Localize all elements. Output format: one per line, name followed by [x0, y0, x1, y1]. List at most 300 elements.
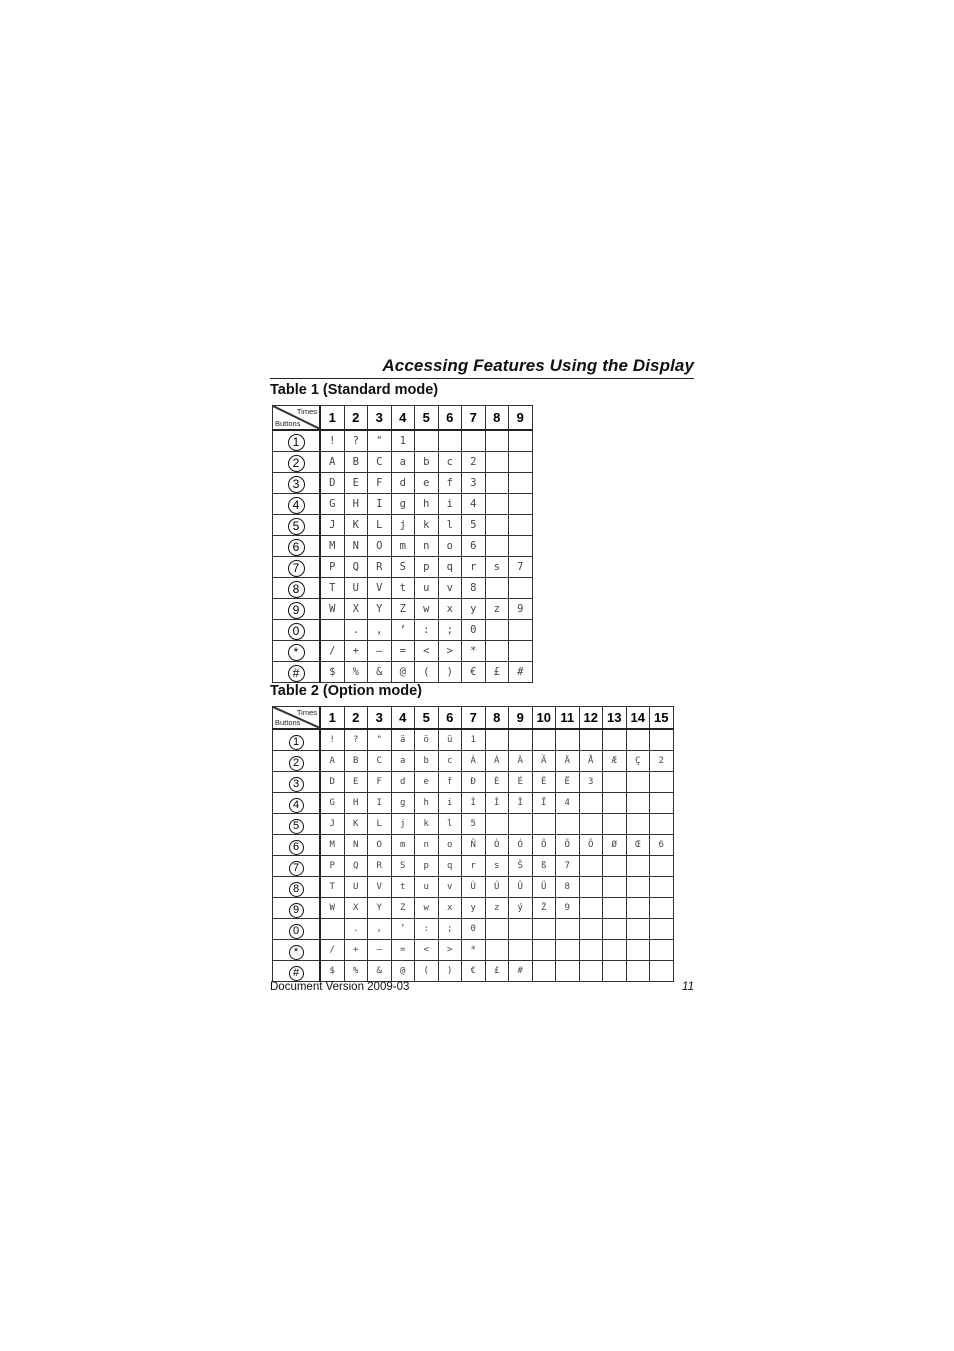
character-cell: L — [368, 514, 392, 535]
character-cell: Æ — [603, 750, 627, 771]
keypad-button-icon: 8 — [288, 581, 305, 598]
character-cell: P — [320, 855, 344, 876]
table-row — [273, 834, 674, 855]
character-cell: Q — [344, 855, 368, 876]
column-header: 15 — [650, 707, 674, 729]
character-cell: 3 — [579, 771, 603, 792]
table-row — [273, 640, 533, 661]
character-cell: P — [320, 556, 344, 577]
character-cell: a — [391, 451, 415, 472]
table-row — [273, 598, 533, 619]
character-cell: G — [320, 792, 344, 813]
character-cell: Ä — [556, 750, 580, 771]
character-cell: f — [438, 472, 462, 493]
character-cell: d — [391, 472, 415, 493]
character-cell: # — [509, 960, 533, 981]
character-cell — [320, 619, 344, 640]
column-header: 7 — [462, 406, 486, 430]
character-cell: / — [320, 939, 344, 960]
character-cell — [485, 535, 509, 556]
character-cell: $ — [320, 661, 344, 682]
character-cell: O — [368, 834, 392, 855]
character-cell: Å — [579, 750, 603, 771]
character-cell: È — [485, 771, 509, 792]
character-cell: Ü — [532, 876, 556, 897]
character-cell — [579, 792, 603, 813]
table-row — [273, 472, 533, 493]
character-cell: u — [415, 577, 439, 598]
character-cell — [603, 855, 627, 876]
character-cell: 0 — [462, 918, 486, 939]
character-cell — [579, 813, 603, 834]
character-cell: i — [438, 792, 462, 813]
character-cell: 6 — [650, 834, 674, 855]
character-cell: ’ — [391, 918, 415, 939]
character-cell: C — [368, 750, 392, 771]
character-cell: F — [368, 472, 392, 493]
header-row — [273, 707, 674, 729]
character-cell: S — [391, 556, 415, 577]
character-cell — [603, 876, 627, 897]
character-cell: N — [344, 535, 368, 556]
character-cell: n — [415, 535, 439, 556]
character-cell — [603, 918, 627, 939]
character-cell: 9 — [509, 598, 533, 619]
character-cell: Q — [344, 556, 368, 577]
character-cell: ) — [438, 960, 462, 981]
character-cell: Ñ — [462, 834, 486, 855]
character-cell — [650, 876, 674, 897]
character-cell: V — [368, 577, 392, 598]
character-cell: r — [462, 855, 486, 876]
character-cell: 6 — [462, 535, 486, 556]
character-cell: b — [415, 451, 439, 472]
page-number: 11 — [682, 981, 694, 993]
character-cell: 2 — [650, 750, 674, 771]
character-cell: À — [462, 750, 486, 771]
keypad-button-icon: # — [288, 665, 305, 682]
character-cell: ß — [532, 855, 556, 876]
keypad-button-icon: 5 — [288, 518, 305, 535]
button-cell — [273, 661, 321, 682]
character-cell: < — [415, 939, 439, 960]
character-cell: Õ — [556, 834, 580, 855]
column-header: 2 — [344, 707, 368, 729]
button-cell — [273, 771, 321, 792]
column-header: 8 — [485, 406, 509, 430]
character-cell: 1 — [391, 430, 415, 452]
character-cell: x — [438, 897, 462, 918]
character-cell — [603, 960, 627, 981]
character-cell: I — [368, 493, 392, 514]
character-cell — [532, 939, 556, 960]
character-cell: Ù — [462, 876, 486, 897]
character-cell: Í — [485, 792, 509, 813]
button-cell — [273, 813, 321, 834]
character-cell: b — [415, 750, 439, 771]
character-cell — [603, 729, 627, 751]
character-cell: L — [368, 813, 392, 834]
character-cell — [320, 918, 344, 939]
character-cell: 5 — [462, 813, 486, 834]
character-cell: 8 — [462, 577, 486, 598]
character-cell — [579, 960, 603, 981]
character-cell: y — [462, 598, 486, 619]
character-cell: / — [320, 640, 344, 661]
character-cell: o — [438, 834, 462, 855]
character-cell — [509, 918, 533, 939]
character-cell — [650, 813, 674, 834]
character-cell: k — [415, 514, 439, 535]
character-cell: l — [438, 813, 462, 834]
column-header: 7 — [462, 707, 486, 729]
column-header: 13 — [603, 707, 627, 729]
keypad-button-icon: 1 — [289, 735, 304, 750]
keypad-button-icon: 0 — [288, 623, 305, 640]
keypad-button-icon: 0 — [289, 924, 304, 939]
character-cell: c — [438, 451, 462, 472]
keypad-button-icon: 3 — [289, 777, 304, 792]
character-cell: ü — [438, 729, 462, 751]
character-cell: q — [438, 556, 462, 577]
button-cell — [273, 729, 321, 751]
table-row — [273, 493, 533, 514]
character-cell: Ž — [532, 897, 556, 918]
character-cell: K — [344, 813, 368, 834]
character-cell: c — [438, 750, 462, 771]
table-row — [273, 729, 674, 751]
character-cell: W — [320, 598, 344, 619]
character-cell: $ — [320, 960, 344, 981]
table-row — [273, 897, 674, 918]
character-cell: g — [391, 792, 415, 813]
character-cell — [485, 493, 509, 514]
character-cell: E — [344, 771, 368, 792]
column-header: 4 — [391, 707, 415, 729]
character-cell: a — [391, 750, 415, 771]
character-cell: A — [320, 451, 344, 472]
character-cell: n — [415, 834, 439, 855]
character-cell — [485, 640, 509, 661]
character-cell: o — [438, 535, 462, 556]
character-cell: . — [344, 918, 368, 939]
button-cell — [273, 855, 321, 876]
column-header: 10 — [532, 707, 556, 729]
character-cell: N — [344, 834, 368, 855]
character-cell: H — [344, 792, 368, 813]
character-cell — [579, 876, 603, 897]
character-cell: D — [320, 472, 344, 493]
character-cell — [626, 855, 650, 876]
character-cell: É — [509, 771, 533, 792]
button-cell — [273, 640, 321, 661]
character-cell: Á — [485, 750, 509, 771]
table-row — [273, 619, 533, 640]
character-cell: Y — [368, 897, 392, 918]
character-cell: Ê — [532, 771, 556, 792]
character-cell: ! — [320, 430, 344, 452]
button-cell — [273, 430, 321, 452]
button-cell — [273, 939, 321, 960]
character-cell: U — [344, 876, 368, 897]
character-cell: F — [368, 771, 392, 792]
character-cell: w — [415, 897, 439, 918]
character-cell: I — [368, 792, 392, 813]
character-cell — [509, 493, 533, 514]
character-cell: T — [320, 577, 344, 598]
character-cell: i — [438, 493, 462, 514]
character-cell: 9 — [556, 897, 580, 918]
button-cell — [273, 750, 321, 771]
character-cell: l — [438, 514, 462, 535]
character-cell: 7 — [556, 855, 580, 876]
character-cell: u — [415, 876, 439, 897]
character-cell: ’ — [391, 619, 415, 640]
character-cell — [626, 813, 650, 834]
character-cell — [485, 451, 509, 472]
character-cell — [532, 918, 556, 939]
character-cell: Š — [509, 855, 533, 876]
corner-label-buttons: Buttons — [275, 717, 301, 727]
character-cell: Y — [368, 598, 392, 619]
character-cell: ý — [509, 897, 533, 918]
character-cell: Û — [509, 876, 533, 897]
character-cell — [415, 430, 439, 452]
character-cell: > — [438, 640, 462, 661]
column-header: 11 — [556, 707, 580, 729]
character-cell — [650, 918, 674, 939]
character-cell — [626, 771, 650, 792]
character-cell: = — [391, 640, 415, 661]
character-cell: , — [368, 918, 392, 939]
character-cell: T — [320, 876, 344, 897]
corner-label-times: Times — [296, 708, 317, 717]
character-cell: E — [344, 472, 368, 493]
character-cell: 4 — [556, 792, 580, 813]
column-header: 12 — [579, 707, 603, 729]
character-cell: ! — [320, 729, 344, 751]
character-cell: 5 — [462, 514, 486, 535]
character-cell — [509, 451, 533, 472]
keypad-button-icon: 5 — [289, 819, 304, 834]
character-cell — [485, 813, 509, 834]
character-cell — [626, 729, 650, 751]
character-cell: m — [391, 535, 415, 556]
header-row — [273, 406, 533, 430]
character-cell — [509, 939, 533, 960]
character-cell — [650, 897, 674, 918]
column-header: 1 — [320, 406, 344, 430]
table-row — [273, 960, 674, 981]
character-cell — [509, 640, 533, 661]
table-row — [273, 661, 533, 682]
character-cell: — — [368, 640, 392, 661]
character-cell — [626, 960, 650, 981]
character-cell — [485, 918, 509, 939]
character-cell: Ã — [532, 750, 556, 771]
keypad-button-icon: 6 — [289, 840, 304, 855]
character-cell: t — [391, 577, 415, 598]
character-cell: e — [415, 771, 439, 792]
character-cell — [603, 939, 627, 960]
character-cell: A — [320, 750, 344, 771]
keypad-button-icon: 4 — [288, 497, 305, 514]
button-cell — [273, 792, 321, 813]
character-cell: 2 — [462, 451, 486, 472]
character-cell: B — [344, 750, 368, 771]
table-row — [273, 535, 533, 556]
table-row — [273, 577, 533, 598]
character-cell: % — [344, 960, 368, 981]
character-cell: & — [368, 661, 392, 682]
character-cell: Ó — [509, 834, 533, 855]
character-cell: @ — [391, 661, 415, 682]
character-cell — [579, 918, 603, 939]
button-cell — [273, 960, 321, 981]
character-cell: £ — [485, 960, 509, 981]
keypad-button-icon: 6 — [288, 539, 305, 556]
character-cell: ö — [415, 729, 439, 751]
corner-header — [273, 707, 321, 729]
column-header: 4 — [391, 406, 415, 430]
character-cell: Ø — [603, 834, 627, 855]
character-cell: Ë — [556, 771, 580, 792]
character-cell: " — [368, 729, 392, 751]
column-header: 6 — [438, 406, 462, 430]
column-header: 5 — [415, 406, 439, 430]
character-cell: v — [438, 577, 462, 598]
character-cell: % — [344, 661, 368, 682]
character-cell — [626, 939, 650, 960]
character-cell — [626, 792, 650, 813]
character-cell: s — [485, 855, 509, 876]
table-row — [273, 918, 674, 939]
character-cell — [603, 897, 627, 918]
character-cell: Î — [509, 792, 533, 813]
column-header: 8 — [485, 707, 509, 729]
character-cell — [509, 535, 533, 556]
character-cell: * — [462, 939, 486, 960]
character-cell: y — [462, 897, 486, 918]
character-cell — [509, 472, 533, 493]
keypad-button-icon: 8 — [289, 882, 304, 897]
page-header-title: Accessing Features Using the Display — [382, 356, 694, 375]
character-cell: Ö — [579, 834, 603, 855]
character-cell — [603, 771, 627, 792]
character-cell: z — [485, 598, 509, 619]
character-cell: ? — [344, 430, 368, 452]
character-cell: Ò — [485, 834, 509, 855]
character-cell: ( — [415, 960, 439, 981]
character-cell: > — [438, 939, 462, 960]
character-cell: Z — [391, 598, 415, 619]
character-cell — [485, 729, 509, 751]
standard-mode-table — [272, 405, 533, 683]
table1-heading: Table 1 (Standard mode) — [270, 382, 439, 398]
character-cell: s — [485, 556, 509, 577]
character-cell: X — [344, 897, 368, 918]
character-cell: + — [344, 640, 368, 661]
character-cell: j — [391, 813, 415, 834]
character-cell: ? — [344, 729, 368, 751]
button-cell — [273, 876, 321, 897]
table-row — [273, 876, 674, 897]
keypad-button-icon: 2 — [289, 756, 304, 771]
character-cell — [509, 729, 533, 751]
character-cell: g — [391, 493, 415, 514]
character-cell: C — [368, 451, 392, 472]
document-version: Document Version 2009-03 — [270, 981, 410, 993]
character-cell — [509, 577, 533, 598]
column-header: 3 — [368, 406, 392, 430]
table-row — [273, 771, 674, 792]
keypad-button-icon: 1 — [288, 434, 305, 451]
keypad-button-icon: * — [289, 945, 304, 960]
keypad-button-icon: 3 — [288, 476, 305, 493]
character-cell — [603, 813, 627, 834]
table-row — [273, 939, 674, 960]
character-cell: ; — [438, 918, 462, 939]
character-cell — [626, 918, 650, 939]
button-cell — [273, 897, 321, 918]
character-cell: 0 — [462, 619, 486, 640]
table-row — [273, 556, 533, 577]
character-cell — [485, 514, 509, 535]
character-cell: ) — [438, 661, 462, 682]
character-cell — [556, 960, 580, 981]
character-cell: H — [344, 493, 368, 514]
character-cell: R — [368, 855, 392, 876]
button-cell — [273, 834, 321, 855]
character-cell — [485, 577, 509, 598]
table-row — [273, 750, 674, 771]
table-row — [273, 855, 674, 876]
character-cell: * — [462, 640, 486, 661]
character-cell — [532, 729, 556, 751]
keypad-button-icon: 9 — [289, 903, 304, 918]
button-cell — [273, 493, 321, 514]
character-cell — [509, 430, 533, 452]
character-cell — [579, 855, 603, 876]
button-cell — [273, 619, 321, 640]
character-cell: Z — [391, 897, 415, 918]
character-cell: 7 — [509, 556, 533, 577]
character-cell — [462, 430, 486, 452]
character-cell: t — [391, 876, 415, 897]
character-cell — [532, 960, 556, 981]
character-cell — [650, 855, 674, 876]
button-cell — [273, 918, 321, 939]
character-cell: Ô — [532, 834, 556, 855]
character-cell — [579, 939, 603, 960]
keypad-button-icon: 2 — [288, 455, 305, 472]
character-cell — [509, 514, 533, 535]
character-cell — [532, 813, 556, 834]
keypad-button-icon: 7 — [289, 861, 304, 876]
character-cell: S — [391, 855, 415, 876]
character-cell: W — [320, 897, 344, 918]
button-cell — [273, 535, 321, 556]
character-cell — [650, 939, 674, 960]
character-cell: ä — [391, 729, 415, 751]
column-header: 9 — [509, 707, 533, 729]
character-cell: r — [462, 556, 486, 577]
column-header: 6 — [438, 707, 462, 729]
column-header: 1 — [320, 707, 344, 729]
character-cell: # — [509, 661, 533, 682]
character-cell: w — [415, 598, 439, 619]
character-cell: h — [415, 493, 439, 514]
